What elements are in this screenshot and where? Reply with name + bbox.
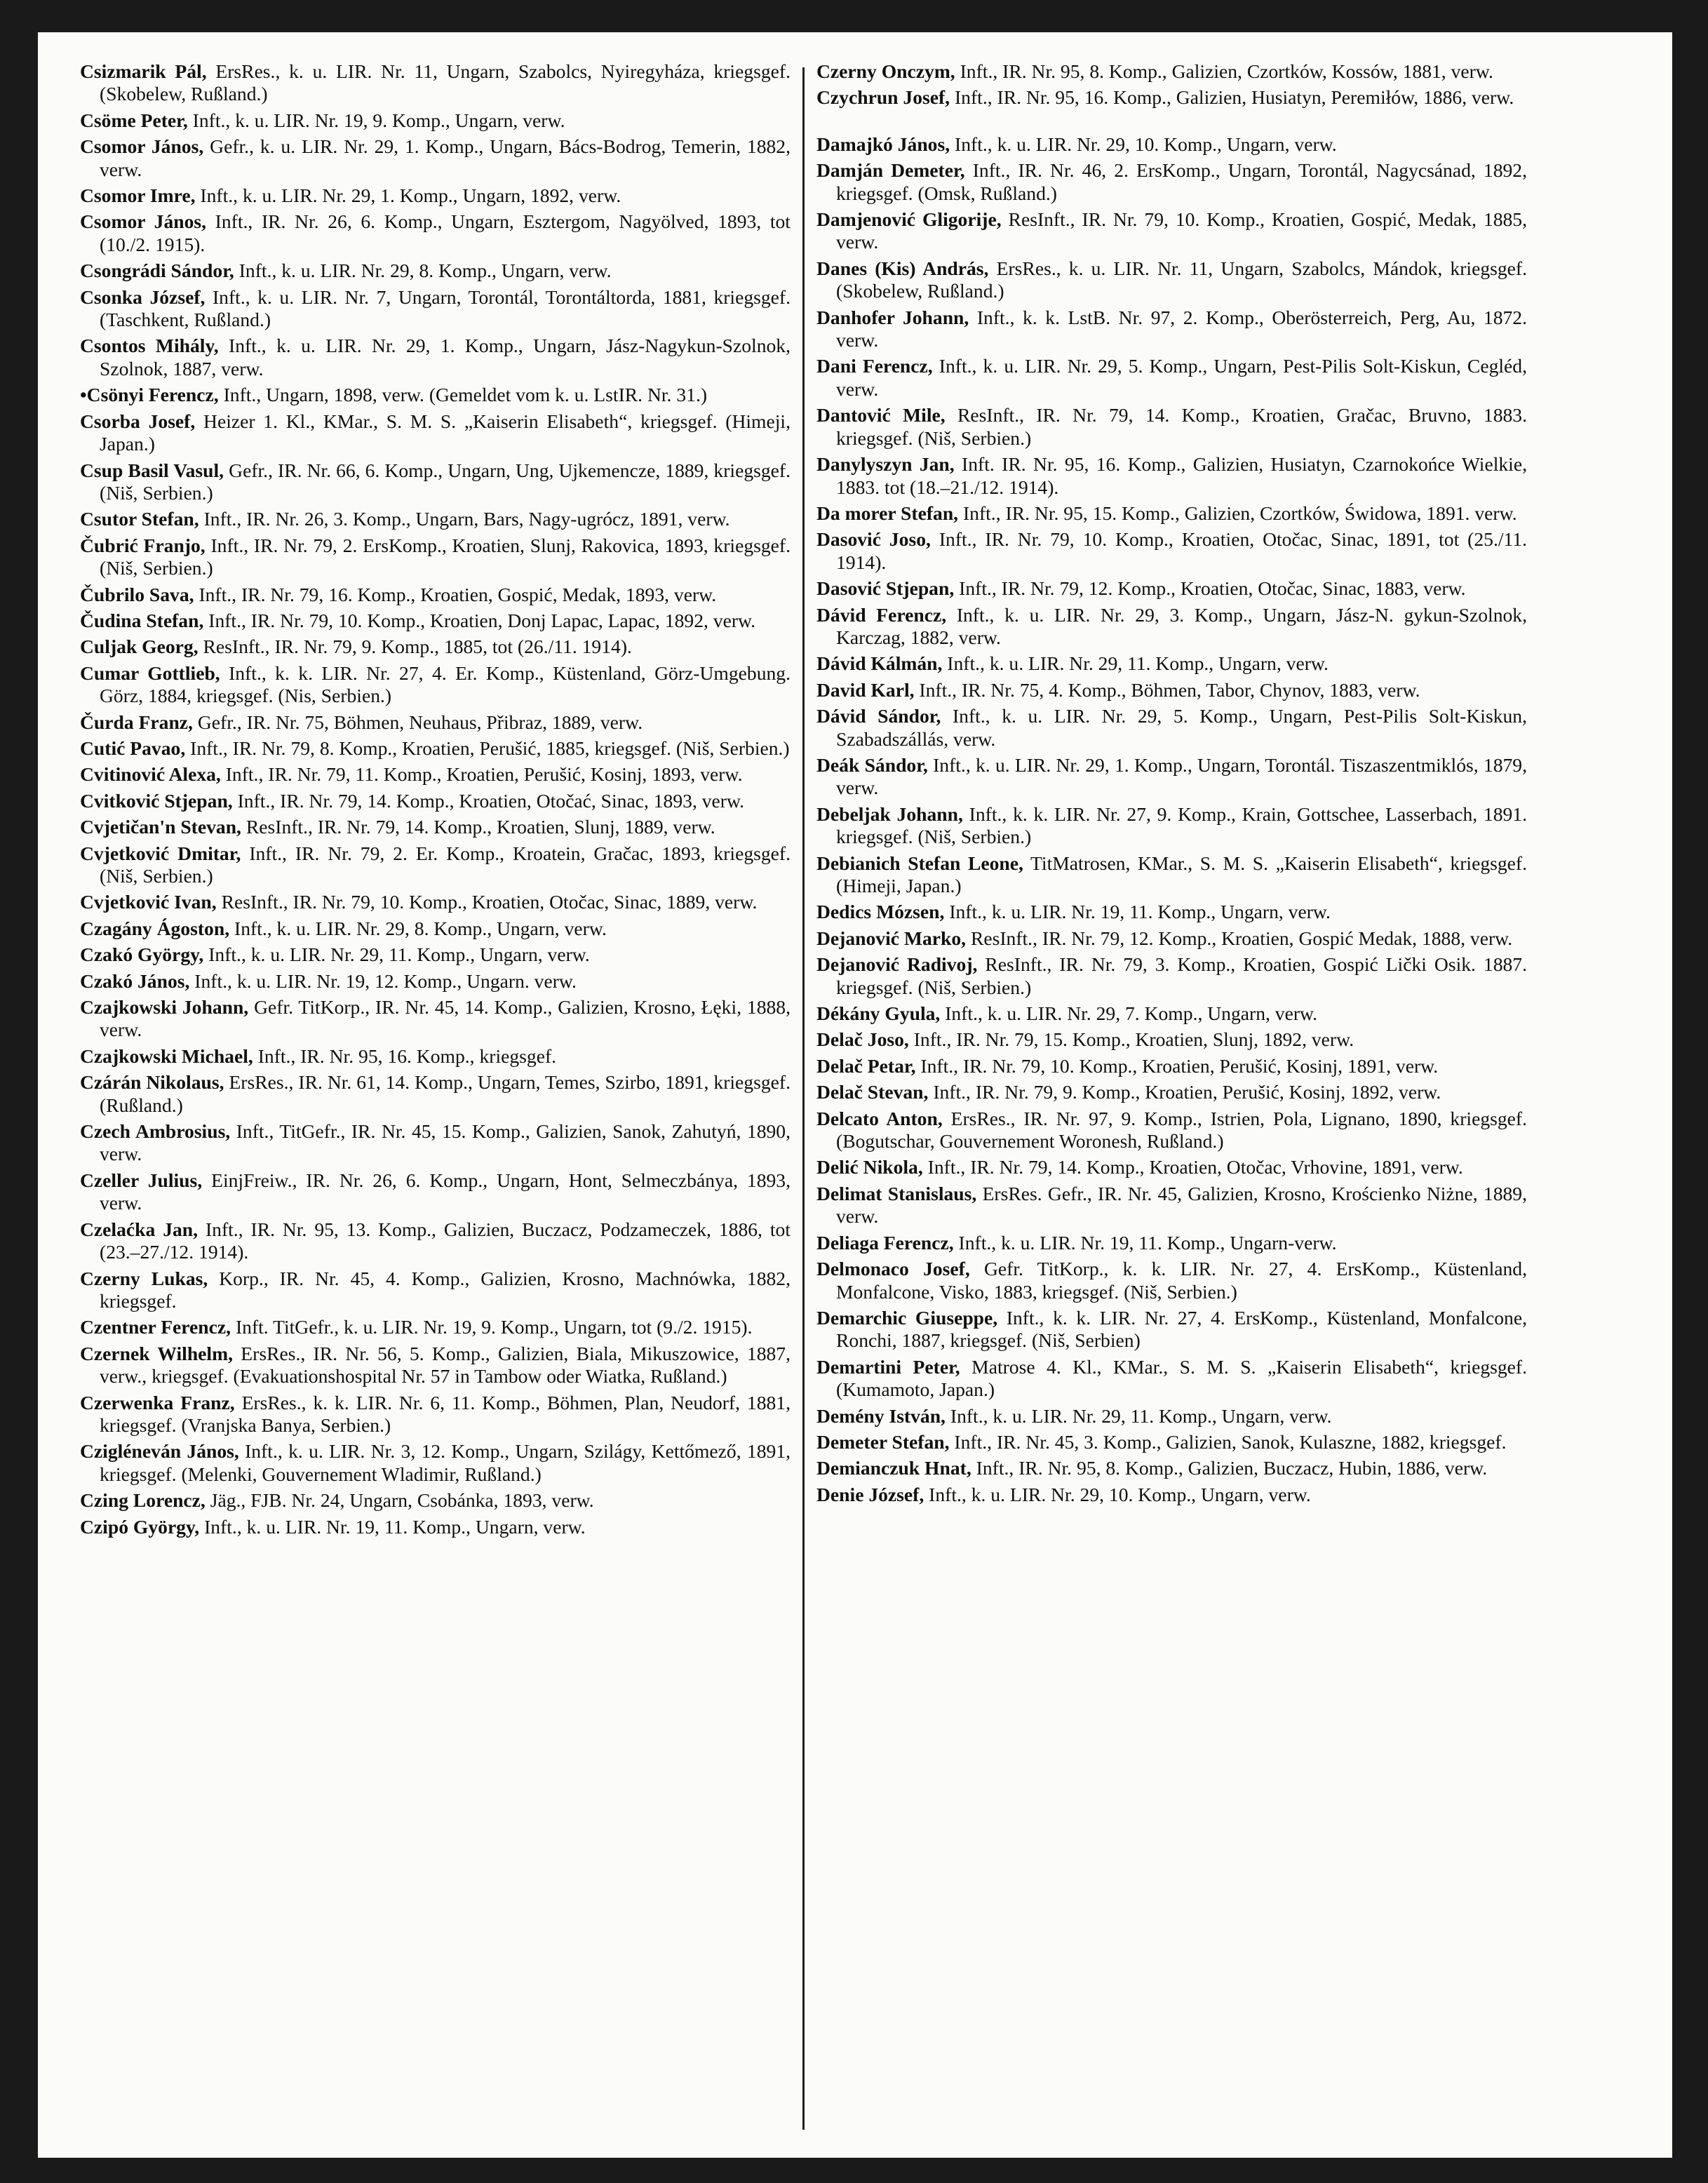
- list-item: [816, 1108, 1527, 1153]
- entry-details: Gefr. TitKorp., IR. Nr. 45, 14. Komp., Galizien, Krosno, Łęki, 1888, verw.: [100, 996, 791, 1041]
- entry-details: Inft., k. u. LIR. Nr. 29, 11. Komp., Ungarn, verw.: [947, 652, 1329, 675]
- entry-details: Inft., IR. Nr. 79, 14. Komp., Kroatien, Otočać, Sinac, 1893, verw.: [237, 789, 745, 812]
- list-item: [80, 184, 791, 207]
- entry-name: Danhofer Johann,: [816, 306, 969, 328]
- entry-name: Czajkowski Johann,: [80, 996, 249, 1019]
- list-item: [816, 901, 1527, 923]
- entry-details: Inft., IR. Nr. 95, 16. Komp., kriegsgef.: [257, 1045, 557, 1067]
- list-item: [816, 803, 1527, 849]
- entry-details: Inft., k. u. LIR. Nr. 19, 12. Komp., Ungarn. verw.: [194, 969, 577, 992]
- entry-details: Inft., k. u. LIR. Nr. 29, 1. Komp., Ungarn, 1892, verw.: [200, 184, 621, 207]
- entry-details: Inft., IR. Nr. 79, 14. Komp., Kroatien, Otočac, Vrhovine, 1891, verw.: [927, 1156, 1463, 1178]
- entry-details: Inft., IR. Nr. 79, 9. Komp., Kroatien, Perušić, Kosinj, 1892, verw.: [933, 1081, 1441, 1103]
- entry-name: Cvjetičan'n Stevan,: [80, 816, 241, 838]
- list-item: [80, 335, 791, 380]
- entry-name: Csup Basil Vasul,: [80, 459, 224, 481]
- entry-details: ErsRes., IR. Nr. 97, 9. Komp., Istrien, Pola, Lignano, 1890, kriegsgef. (Bogutschar, Gouvernement Woronesh, Rußland.): [836, 1107, 1527, 1153]
- entry-name: Czeller Julius,: [80, 1169, 203, 1191]
- list-item: [816, 355, 1527, 401]
- list-item: [80, 610, 791, 632]
- entry-name: Czerny Onczym,: [816, 60, 955, 82]
- entry-details: Inft., k. k. LIR. Nr. 27, 4. ErsKomp., Küstenland, Monfalcone, Ronchi, 1887, kriegsgef. (Niš, Serbien): [836, 1306, 1527, 1352]
- entry-details: ErsRes., k. k. LIR. Nr. 6, 11. Komp., Böhmen, Plan, Neudorf, 1881, kriegsgef. (Vranjska Banya, Serbien.): [100, 1391, 791, 1436]
- entry-name: Demény István,: [816, 1404, 946, 1427]
- entry-name: Damjenović Gligorije,: [816, 208, 1002, 231]
- list-item: [80, 943, 791, 966]
- list-item: [816, 453, 1527, 499]
- list-item: [816, 60, 1527, 83]
- entry-name: Csutor Stefan,: [80, 508, 199, 530]
- entry-name: Csomor János,: [80, 135, 204, 158]
- list-item: [80, 384, 791, 406]
- entry-details: Inft., k. k. LIR. Nr. 27, 4. Er. Komp., Küstenland, Görz-Umgebung. Görz, 1884, kriegsgef. (Nis, Serbien.): [100, 661, 791, 707]
- entry-details: Inft., IR. Nr. 79, 2. Er. Komp., Kroatein, Gračac, 1893, kriegsgef. (Niš, Serbien.): [100, 842, 791, 887]
- entry-details: Inft. TitGefr., k. u. LIR. Nr. 19, 9. Komp., Ungarn, tot (9./2. 1915).: [235, 1316, 753, 1338]
- list-item: [816, 1457, 1527, 1479]
- entry-name: Danylyszyn Jan,: [816, 453, 955, 476]
- list-item: [816, 307, 1527, 352]
- list-item: [80, 1169, 791, 1215]
- entry-details: Inft., k. u. LIR. Nr. 7, Ungarn, Torontál, Torontáltorda, 1881, kriegsgef. (Taschkent, Rußland.): [100, 286, 791, 331]
- entry-details: Inft., IR. Nr. 26, 3. Komp., Ungarn, Bars, Nagy-ugrócz, 1891, verw.: [203, 508, 730, 530]
- entry-name: Dékány Gyula,: [816, 1002, 941, 1025]
- entry-name: Czagány Ágoston,: [80, 917, 230, 939]
- entry-details: Inft., TitGefr., IR. Nr. 45, 15. Komp., Galizien, Sanok, Zahutyń, 1890, verw.: [100, 1120, 791, 1165]
- list-item: [80, 210, 791, 256]
- list-item: [80, 1268, 791, 1313]
- list-item: [80, 1071, 791, 1117]
- entry-name: Czychrun Josef,: [816, 86, 950, 109]
- entry-name: Čurda Franz,: [80, 711, 193, 733]
- entry-name: Damajkó János,: [816, 133, 950, 155]
- list-item: [816, 1156, 1527, 1178]
- entry-details: ErsRes. Gefr., IR. Nr. 45, Galizien, Krosno, Krościenko Niżne, 1889, verw.: [836, 1182, 1527, 1228]
- entry-details: Inft., k. k. LstB. Nr. 97, 2. Komp., Oberösterreich, Perg, Au, 1872. verw.: [836, 306, 1527, 351]
- list-item: [80, 1440, 791, 1486]
- entry-name: Czárán Nikolaus,: [80, 1071, 224, 1094]
- entry-details: Inft. IR. Nr. 95, 16. Komp., Galizien, Husiatyn, Czarnokońce Wielkie, 1883. tot (18.–21./12. 1914).: [836, 453, 1527, 498]
- entry-name: Csontos Mihály,: [80, 335, 219, 357]
- entry-name: Czigléneván János,: [80, 1440, 239, 1463]
- entry-details: Inft., IR. Nr. 79, 12. Komp., Kroatien, Otočac, Sinac, 1883, verw.: [959, 577, 1466, 600]
- entry-name: Dávid Kálmán,: [816, 652, 943, 675]
- list-item: [816, 528, 1527, 574]
- list-item: [80, 1316, 791, 1338]
- list-item: [816, 1081, 1527, 1103]
- list-item: [80, 1516, 791, 1538]
- entry-details: Inft., k. u. LIR. Nr. 29, 3. Komp., Ungarn, Jász-N. gykun-Szolnok, Karczag, 1882, verw.: [836, 603, 1527, 648]
- entry-name: Dasović Stjepan,: [816, 577, 955, 600]
- entry-name: Delač Stevan,: [816, 1081, 929, 1103]
- entry-name: Dedics Mózsen,: [816, 901, 945, 923]
- list-item: [80, 60, 791, 106]
- entry-details: Inft., k. u. LIR. Nr. 29, 10. Komp., Ungarn, verw.: [929, 1483, 1311, 1505]
- entry-details: Inft., k. k. LIR. Nr. 27, 9. Komp., Krain, Gottschee, Lasserbach, 1891. kriegsgef. (Niš, Serbien.): [836, 802, 1527, 848]
- entry-details: Inft., k. u. LIR. Nr. 19, 11. Komp., Ungarn-verw.: [958, 1231, 1337, 1254]
- entry-details: Jäg., FJB. Nr. 24, Ungarn, Csobánka, 1893, verw.: [210, 1489, 594, 1512]
- entry-details: Inft., IR. Nr. 46, 2. ErsKomp., Ungarn, Torontál, Nagycsánad, 1892, kriegsgef. (Omsk, Rußland.): [836, 159, 1527, 204]
- entry-details: Inft., k. u. LIR. Nr. 29, 1. Komp., Ungarn, Torontál. Tiszaszentmiklós, 1879, verw.: [836, 753, 1527, 799]
- entry-name: Czernek Wilhelm,: [80, 1342, 233, 1364]
- entry-name: Culjak Georg,: [80, 636, 199, 658]
- entry-details: ResInft., IR. Nr. 79, 10. Komp., Kroatien, Otočac, Sinac, 1889, verw.: [221, 891, 758, 913]
- list-item: [80, 816, 791, 838]
- entry-details: Inft., IR. Nr. 95, 8. Komp., Galizien, Czortków, Kossów, 1881, verw.: [960, 60, 1493, 82]
- entry-details: Matrose 4. Kl., KMar., S. M. S. „Kaiserin Elisabeth“, kriegsgef. (Kumamoto, Japan.): [836, 1355, 1527, 1401]
- list-item: [80, 842, 791, 888]
- list-item: [80, 763, 791, 786]
- entry-name: Czerwenka Franz,: [80, 1391, 235, 1413]
- entry-name: Delić Nikola,: [816, 1156, 923, 1178]
- entry-name: Delmonaco Josef,: [816, 1258, 970, 1280]
- list-item: [80, 662, 791, 708]
- entry-name: Csomor Imre,: [80, 184, 196, 207]
- entry-name: Deák Sándor,: [816, 753, 928, 776]
- list-item: [816, 577, 1527, 600]
- list-item: [816, 953, 1527, 999]
- entry-name: Delač Joso,: [816, 1028, 909, 1051]
- entry-details: Inft., Ungarn, 1898, verw. (Gemeldet vom k. u. LstIR. Nr. 31.): [223, 384, 708, 406]
- entry-name: David Karl,: [816, 678, 915, 701]
- entry-details: Inft., IR. Nr. 79, 2. ErsKomp., Kroatien, Slunj, Rakovica, 1893, kriegsgef. (Niš, Serbien.): [100, 534, 791, 579]
- entry-details: Inft., IR. Nr. 95, 15. Komp., Galizien, Czortków, Świdowa, 1891. verw.: [962, 502, 1517, 524]
- entry-details: Inft., k. u. LIR. Nr. 19, 9. Komp., Ungarn, verw.: [192, 109, 565, 131]
- entry-details: Inft., k. u. LIR. Nr. 29, 5. Komp., Ungarn, Pest-Pilis Solt-Kiskun, Szabadszállás, verw.: [836, 705, 1527, 750]
- entry-details: Inft., IR. Nr. 75, 4. Komp., Böhmen, Tabor, Chynov, 1883, verw.: [919, 678, 1420, 701]
- entry-name: Dávid Ferencz,: [816, 603, 947, 626]
- list-item: [80, 535, 791, 580]
- entry-name: Debianich Stefan Leone,: [816, 852, 1023, 874]
- list-item: [80, 737, 791, 760]
- entry-details: ErsRes., IR. Nr. 56, 5. Komp., Galizien, Biala, Mikuszowice, 1887, verw., kriegsgef. (Evakuationshospital Nr. 57 in Tambow oder Wiatka, Rußland.): [100, 1342, 791, 1388]
- entry-details: Gefr., k. u. LIR. Nr. 29, 1. Komp., Ungarn, Bács-Bodrog, Temerin, 1882, verw.: [100, 135, 791, 180]
- list-item: [80, 711, 791, 734]
- entry-name: Delač Petar,: [816, 1054, 916, 1077]
- entry-name: Damján Demeter,: [816, 159, 965, 182]
- entry-details: ResInft., IR. Nr. 79, 10. Komp., Kroatien, Gospić, Medak, 1885, verw.: [836, 208, 1527, 253]
- entry-details: Inft., IR. Nr. 79, 8. Komp., Kroatien, Perušić, 1885, kriegsgef. (Niš, Serbien.): [190, 737, 790, 759]
- entry-name: Čubrić Franjo,: [80, 534, 206, 556]
- list-item: [816, 1484, 1527, 1506]
- entry-name: Czipó György,: [80, 1515, 200, 1538]
- entry-name: Denie József,: [816, 1483, 924, 1505]
- list-item: [816, 1055, 1527, 1077]
- list-item: [80, 1392, 791, 1437]
- entry-name: Cumar Gottlieb,: [80, 661, 220, 684]
- list-item: [816, 1183, 1527, 1228]
- entry-name: Dejanović Radivoj,: [816, 953, 978, 976]
- list-item: [816, 159, 1527, 205]
- entry-details: Inft., k. u. LIR. Nr. 19, 11. Komp., Ungarn, verw.: [204, 1515, 586, 1538]
- entry-details: Korp., IR. Nr. 45, 4. Komp., Galizien, Krosno, Machnówka, 1882, kriegsgef.: [100, 1267, 791, 1312]
- list-item: [816, 927, 1527, 950]
- entry-name: Csizmarik Pál,: [80, 60, 207, 82]
- entry-name: Dasović Joso,: [816, 528, 931, 551]
- entry-details: Inft., IR. Nr. 79, 11. Komp., Kroatien, Perušić, Kosinj, 1893, verw.: [225, 763, 743, 786]
- list-item: [816, 1431, 1527, 1453]
- entry-name: Csöme Peter,: [80, 109, 188, 131]
- list-item: [816, 1405, 1527, 1428]
- left-column: [80, 60, 791, 2137]
- entry-name: Czing Lorencz,: [80, 1489, 206, 1512]
- list-item: [816, 1307, 1527, 1352]
- entry-details: Inft., IR. Nr. 79, 10. Komp., Kroatien, Donj Lapac, Lapac, 1892, verw.: [208, 609, 756, 631]
- entry-name: Czakó János,: [80, 969, 190, 992]
- list-item: [816, 1002, 1527, 1025]
- right-column: [816, 60, 1527, 2137]
- list-item: [816, 1028, 1527, 1051]
- entry-name: Delimat Stanislaus,: [816, 1182, 977, 1204]
- list-item: [80, 410, 791, 456]
- entry-details: Inft., k. u. LIR. Nr. 29, 5. Komp., Ungarn, Pest-Pilis Solt-Kiskun, Cegléd, verw.: [836, 355, 1527, 400]
- list-item: [80, 636, 791, 658]
- entry-details: Inft., IR. Nr. 79, 15. Komp., Kroatien, Slunj, 1892, verw.: [913, 1028, 1354, 1051]
- list-item: [816, 604, 1527, 650]
- list-item: [80, 1120, 791, 1166]
- entry-details: Inft., k. u. LIR. Nr. 3, 12. Komp., Ungarn, Szilágy, Kettőmező, 1891, kriegsgef. (Melenki, Gouvernement Wladimir, Rußland.): [100, 1440, 791, 1485]
- list-item: [816, 705, 1527, 751]
- entry-details: Inft., IR. Nr. 95, 13. Komp., Galizien, Buczacz, Podzameczek, 1886, tot (23.–27./12. 1914).: [100, 1218, 791, 1263]
- entry-details: Inft., IR. Nr. 79, 10. Komp., Kroatien, Perušić, Kosinj, 1891, verw.: [920, 1054, 1439, 1077]
- entry-name: Csonka József,: [80, 286, 206, 308]
- list-item: [816, 1258, 1527, 1303]
- list-item: [816, 86, 1527, 109]
- column-divider: [802, 67, 805, 2130]
- entry-name: Cvitinović Alexa,: [80, 763, 221, 786]
- entry-details: Inft., IR. Nr. 79, 16. Komp., Kroatien, Gospić, Medak, 1893, verw.: [199, 583, 717, 605]
- entry-details: ResInft., IR. Nr. 79, 12. Komp., Kroatien, Gospić Medak, 1888, verw.: [970, 927, 1513, 949]
- list-item: [816, 404, 1527, 450]
- entry-name: Dani Ferencz,: [816, 355, 933, 377]
- entry-details: Inft., k. u. LIR. Nr. 19, 11. Komp., Ungarn, verw.: [949, 901, 1331, 923]
- entry-details: Gefr., IR. Nr. 75, Böhmen, Neuhaus, Přibraz, 1889, verw.: [197, 711, 643, 733]
- list-item: [816, 652, 1527, 675]
- entry-details: ErsRes., IR. Nr. 61, 14. Komp., Ungarn, Temes, Szirbo, 1891, kriegsgef. (Rußland.): [100, 1071, 791, 1116]
- entry-name: Dantović Mile,: [816, 404, 946, 426]
- entry-details: Inft., k. u. LIR. Nr. 29, 11. Komp., Ungarn, verw.: [208, 943, 590, 966]
- entry-name: Demarchic Giuseppe,: [816, 1306, 998, 1329]
- entry-name: Csongrádi Sándor,: [80, 260, 234, 282]
- entry-name: Czakó György,: [80, 943, 204, 966]
- entry-details: ResInft., IR. Nr. 79, 14. Komp., Kroatien, Gračac, Bruvno, 1883. kriegsgef. (Niš, Serbien.): [836, 404, 1527, 449]
- list-item: [80, 260, 791, 282]
- entry-details: ResInft., IR. Nr. 79, 3. Komp., Kroatien, Gospić Lički Osik. 1887. kriegsgef. (Niš, Serbien.): [836, 953, 1527, 998]
- list-item: [80, 459, 791, 505]
- entry-details: ResInft., IR. Nr. 79, 14. Komp., Kroatien, Slunj, 1889, verw.: [246, 816, 715, 838]
- list-item: [816, 257, 1527, 303]
- entry-details: Inft., k. u. LIR. Nr. 29, 11. Komp., Ungarn, verw.: [950, 1404, 1332, 1427]
- entry-details: ErsRes., k. u. LIR. Nr. 11, Ungarn, Szabolcs, Mándok, kriegsgef. (Skobelew, Rußland.): [836, 257, 1527, 302]
- list-item: [80, 135, 791, 181]
- entry-name: Da morer Stefan,: [816, 502, 959, 524]
- list-item: [816, 754, 1527, 800]
- list-item: [80, 584, 791, 606]
- entry-name: Demartini Peter,: [816, 1355, 960, 1378]
- entry-name: Csorba Josef,: [80, 410, 196, 432]
- entry-name: Demeter Stefan,: [816, 1430, 950, 1453]
- entry-name: Czelaćka Jan,: [80, 1218, 199, 1240]
- list-item: [80, 1343, 791, 1388]
- entry-details: Gefr., IR. Nr. 66, 6. Komp., Ungarn, Ung, Ujkemencze, 1889, kriegsgef. (Niš, Serbien.): [100, 459, 791, 504]
- entry-name: Deliaga Ferencz,: [816, 1231, 954, 1254]
- list-item: [80, 918, 791, 940]
- list-item: [816, 133, 1527, 156]
- entry-name: Czech Ambrosius,: [80, 1120, 231, 1143]
- entry-details: ResInft., IR. Nr. 79, 9. Komp., 1885, tot (26./11. 1914).: [203, 636, 632, 658]
- entry-details: Gefr. TitKorp., k. k. LIR. Nr. 27, 4. ErsKomp., Küstenland, Monfalcone, Visko, 1883, kriegsgef. (Niš, Serbien.): [836, 1258, 1527, 1303]
- list-item: [80, 1218, 791, 1264]
- entry-details: ErsRes., k. u. LIR. Nr. 11, Ungarn, Szabolcs, Nyiregyháza, kriegsgef. (Skobelew, Rußland.): [100, 60, 791, 105]
- entry-details: EinjFreiw., IR. Nr. 26, 6. Komp., Ungarn, Hont, Selmeczbánya, 1893, verw.: [100, 1169, 791, 1214]
- list-item: [816, 208, 1527, 254]
- entry-details: Inft., k. u. LIR. Nr. 29, 10. Komp., Ungarn, verw.: [955, 133, 1337, 155]
- entry-name: Dejanović Marko,: [816, 927, 967, 949]
- entry-details: Inft., IR. Nr. 26, 6. Komp., Ungarn, Esztergom, Nagyölved, 1893, tot (10./2. 1915).: [100, 210, 791, 255]
- entry-name: Czerny Lukas,: [80, 1267, 208, 1289]
- entry-details: Inft., IR. Nr. 79, 10. Komp., Kroatien, Otočac, Sinac, 1891, tot (25./11. 1914).: [836, 528, 1527, 573]
- list-item: [816, 679, 1527, 701]
- list-item: [80, 891, 791, 913]
- list-item: [80, 286, 791, 332]
- list-item: [816, 502, 1527, 525]
- list-item: [80, 109, 791, 132]
- entry-name: Csomor János,: [80, 210, 207, 233]
- list-item: [816, 852, 1527, 898]
- list-item: [80, 1045, 791, 1068]
- entry-details: Inft., k. u. LIR. Nr. 29, 1. Komp., Ungarn, Jász-Nagykun-Szolnok, Szolnok, 1887, verw.: [100, 335, 791, 379]
- entry-details: Inft., k. u. LIR. Nr. 29, 8. Komp., Ungarn, verw.: [234, 917, 607, 939]
- list-item: [816, 1232, 1527, 1254]
- entry-name: Delcato Anton,: [816, 1107, 943, 1129]
- list-item: [80, 790, 791, 812]
- entry-name: Dávid Sándor,: [816, 705, 941, 727]
- entry-name: Cutić Pavao,: [80, 737, 186, 759]
- entry-details: TitMatrosen, KMar., S. M. S. „Kaiserin Elisabeth“, kriegsgef. (Himeji, Japan.): [836, 852, 1527, 896]
- entry-details: Inft., IR. Nr. 95, 16. Komp., Galizien, Husiatyn, Peremiłów, 1886, verw.: [954, 86, 1514, 109]
- entry-details: Inft., IR. Nr. 45, 3. Komp., Galizien, Sanok, Kulaszne, 1882, kriegsgef.: [954, 1430, 1507, 1453]
- entry-name: Čubrilo Sava,: [80, 583, 194, 605]
- entry-name: Czentner Ferencz,: [80, 1316, 231, 1338]
- list-item: [80, 1489, 791, 1512]
- entry-details: Inft., k. u. LIR. Nr. 29, 8. Komp., Ungarn, verw.: [238, 260, 612, 282]
- entry-name: •Csönyi Ferencz,: [80, 384, 219, 406]
- entry-details: Inft., IR. Nr. 95, 8. Komp., Galizien, Buczacz, Hubin, 1886, verw.: [976, 1457, 1488, 1479]
- entry-name: Cvitković Stjepan,: [80, 789, 233, 812]
- entry-name: Čudina Stefan,: [80, 609, 204, 631]
- entry-name: Danes (Kis) András,: [816, 257, 989, 279]
- entry-name: Cvjetković Ivan,: [80, 891, 217, 913]
- document-page: [38, 32, 1672, 2158]
- entry-name: Cvjetković Dmitar,: [80, 842, 241, 864]
- entry-name: Demianczuk Hnat,: [816, 1457, 971, 1479]
- list-item: [80, 970, 791, 993]
- entry-details: Inft., k. u. LIR. Nr. 29, 7. Komp., Ungarn, verw.: [945, 1002, 1318, 1025]
- entry-name: Czajkowski Michael,: [80, 1045, 253, 1067]
- list-item: [816, 1356, 1527, 1402]
- entry-name: Debeljak Johann,: [816, 802, 963, 825]
- list-item: [80, 996, 791, 1042]
- list-item: [80, 508, 791, 530]
- entry-details: Heizer 1. Kl., KMar., S. M. S. „Kaiserin Elisabeth“, kriegsgef. (Himeji, Japan.): [100, 410, 791, 455]
